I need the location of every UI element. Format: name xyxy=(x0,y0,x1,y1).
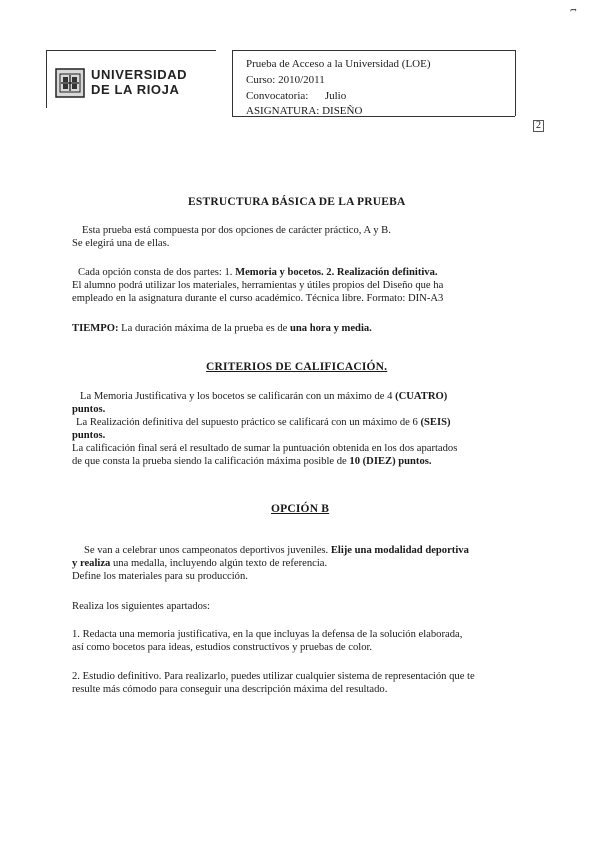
text-line xyxy=(72,557,542,570)
section-title-criterios: CRITERIOS DE CALIFICACIÓN. xyxy=(206,361,388,373)
header-prueba: Prueba de Acceso a la Universidad (LOE) xyxy=(246,58,431,70)
text-line: 2. Estudio definitivo. Para realizarlo, puedes utilizar cualquier sistema de representación que te xyxy=(72,671,475,682)
text-line xyxy=(72,266,522,279)
opcion-paragraph-3 xyxy=(72,628,547,654)
text-bold: puntos. xyxy=(72,404,106,415)
text-line xyxy=(72,403,522,416)
opcion-paragraph-4 xyxy=(72,670,552,696)
text-line: resulte más cómodo para conseguir una descripción máxima del resultado. xyxy=(72,684,388,695)
header-curso: Curso: 2010/2011 xyxy=(246,74,325,86)
logo-line2: DE LA RIOJA xyxy=(91,82,180,97)
header-convocatoria: Convocatoria: Julio xyxy=(246,90,347,102)
text-line xyxy=(72,390,522,403)
text-span: una medalla, incluyendo algún texto de referencia. xyxy=(113,558,328,569)
section-title-opcion: OPCIÓN B xyxy=(271,503,330,515)
text-line: Esta prueba está compuesta por dos opciones de carácter práctico, A y B. xyxy=(82,225,391,236)
text-line: 1. Redacta una memoria justificativa, en la que incluyas la defensa de la solución elaborada, xyxy=(72,629,463,640)
header-asignatura: ASIGNATURA: DISEÑO xyxy=(246,105,363,117)
university-logo xyxy=(55,66,205,100)
text-line: empleado en la asignatura durante el curso académico. Técnica libre. Formato: DIN-A3 xyxy=(72,293,444,304)
tiempo-bold: una hora y media. xyxy=(290,323,372,334)
text-line: así como bocetos para ideas, estudios constructivos y pruebas de color. xyxy=(72,642,373,653)
page-mark: t xyxy=(567,8,580,12)
opcion-paragraph-1 xyxy=(72,544,542,583)
text-line xyxy=(72,544,542,557)
text-span: La Memoria Justificativa y los bocetos se calificarán con un máximo de 4 xyxy=(80,391,393,402)
text-line: Se elegirá una de ellas. xyxy=(72,238,170,249)
text-bold: (SEIS) xyxy=(420,417,451,428)
section-title-estructura: ESTRUCTURA BÁSICA DE LA PRUEBA xyxy=(188,196,406,208)
text-line xyxy=(72,416,522,429)
text-span: Cada opción consta de dos partes: 1. xyxy=(78,267,233,278)
text-line: La calificación final será el resultado de sumar la puntuación obtenida en los dos apartados xyxy=(72,443,458,454)
tiempo-text: La duración máxima de la prueba es de xyxy=(121,323,288,334)
text-bold: puntos. xyxy=(72,430,106,441)
text-bold: Elije una modalidad deportiva xyxy=(330,545,469,556)
text-line: El alumno podrá utilizar los materiales, herramientas y útiles propios del Diseño que ha xyxy=(72,280,444,291)
criterios-block xyxy=(72,390,522,468)
estructura-paragraph-2 xyxy=(72,266,522,305)
tiempo-line xyxy=(72,322,522,335)
text-line xyxy=(72,429,522,442)
header-frame-top xyxy=(46,50,216,51)
text-span: La Realización definitiva del supuesto práctico se calificará con un máximo de 6 xyxy=(76,417,418,428)
header-frame-divider xyxy=(232,50,233,116)
text-bold: y realiza xyxy=(72,558,111,569)
university-seal-icon xyxy=(55,68,85,98)
tiempo-label: TIEMPO: xyxy=(72,323,119,334)
header-frame-right xyxy=(515,50,516,116)
text-line xyxy=(72,455,522,468)
text-line: Define los materiales para su producción. xyxy=(72,571,248,582)
estructura-paragraph-1 xyxy=(72,224,522,250)
opcion-paragraph-2: Realiza los siguientes apartados: xyxy=(72,601,210,612)
corner-mark: 2 xyxy=(533,120,544,132)
header-frame-top-right xyxy=(232,50,515,51)
text-span: de que consta la prueba siendo la calificación máxima posible de xyxy=(72,456,347,467)
text-span: Se van a celebrar unos campeonatos deportivos juveniles. xyxy=(84,545,329,556)
header-frame-left xyxy=(46,50,47,108)
text-bold: Memoria y bocetos. 2. Realización definitiva. xyxy=(235,267,438,278)
text-bold: (CUATRO) xyxy=(395,391,448,402)
text-bold: 10 (DIEZ) puntos. xyxy=(349,456,432,467)
logo-line1: UNIVERSIDAD xyxy=(91,67,188,82)
